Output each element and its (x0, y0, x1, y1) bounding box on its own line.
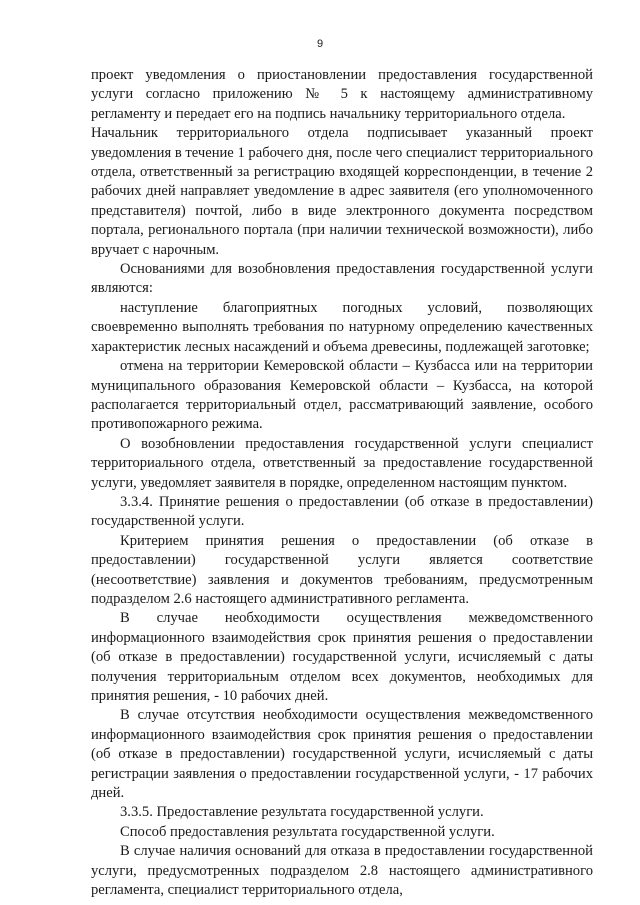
document-body (91, 66, 593, 900)
paragraph: Способ предоставления результата государственной услуги. (120, 823, 495, 840)
paragraph: Начальник территориального отдела подписывает указанный проект уведомления в течение 1 рабочего дня, после чего специалист территориального отдела, ответственный за регистрацию входящей корреспонденции, в течение 2 рабочих дней направляет уведомление в адрес заявителя (его уполномоченного представителя) почтой, либо в виде электронного документа посредством портала, регионального портала (при наличии технической возможности), либо вручает с нарочным. (91, 125, 593, 258)
page-number: 9 (316, 38, 324, 50)
section-heading: 3.3.5. Предоставление результата государственной услуги. (120, 804, 484, 821)
paragraph: наступление благоприятных погодных условий, позволяющих своевременно выполнять требования по натурному определению качественных характеристик лесных насаждений и объема древесины, подлежащей заготовке; (91, 299, 593, 355)
section-heading: 3.3.4. Принятие решения о предоставлении (об отказе в предоставлении) государственной услуги. (91, 493, 593, 530)
paragraph: В случае отсутствия необходимости осуществления межведомственного информационного взаимодействия срок принятия решения о предоставлении (об отказе в предоставлении) государственной услуги, исчисляемый с даты регистрации заявления о предоставлении государственной услуги, - 17 рабочих дней. (91, 707, 593, 802)
paragraph: В случае наличия оснований для отказа в предоставлении государственной услуги, предусмотренных подразделом 2.8 настоящего административного регламента, специалист территориального отдела, (91, 843, 593, 899)
paragraph: Основаниями для возобновления предоставления государственной услуги являются: (91, 261, 593, 297)
paragraph: В случае необходимости осуществления межведомственного информационного взаимодействия срок принятия решения о предоставлении (об отказе в предоставлении) государственной услуги, исчисляемый с даты получения территориальным отделом всех документов, необходимых для принятия решения, - 10 рабочих дней. (91, 610, 593, 704)
paragraph: отмена на территории Кемеровской области – Кузбасса или на территории муниципального образования Кемеровской области – Кузбасса, на которой располагается территориальный отдел, рассматривающий заявление, особого противопожарного режима. (91, 358, 593, 433)
paragraph: проект уведомления о приостановлении предоставления государственной услуги согласно приложению № 5 к настоящему административному регламенту и передает его на подпись начальнику территориального отдела. (91, 67, 593, 122)
paragraph: О возобновлении предоставления государственной услуги специалист территориального отдела, ответственный за предоставление государственной услуги, уведомляет заявителя в порядке, определенном настоящим пунктом. (91, 435, 593, 491)
paragraph: Критерием принятия решения о предоставлении (об отказе в предоставлении) государственной услуги является соответствие (несоответствие) заявления и документов требованиям, предусмотренным подразделом 2.6 настоящего административного регламента. (91, 532, 593, 607)
